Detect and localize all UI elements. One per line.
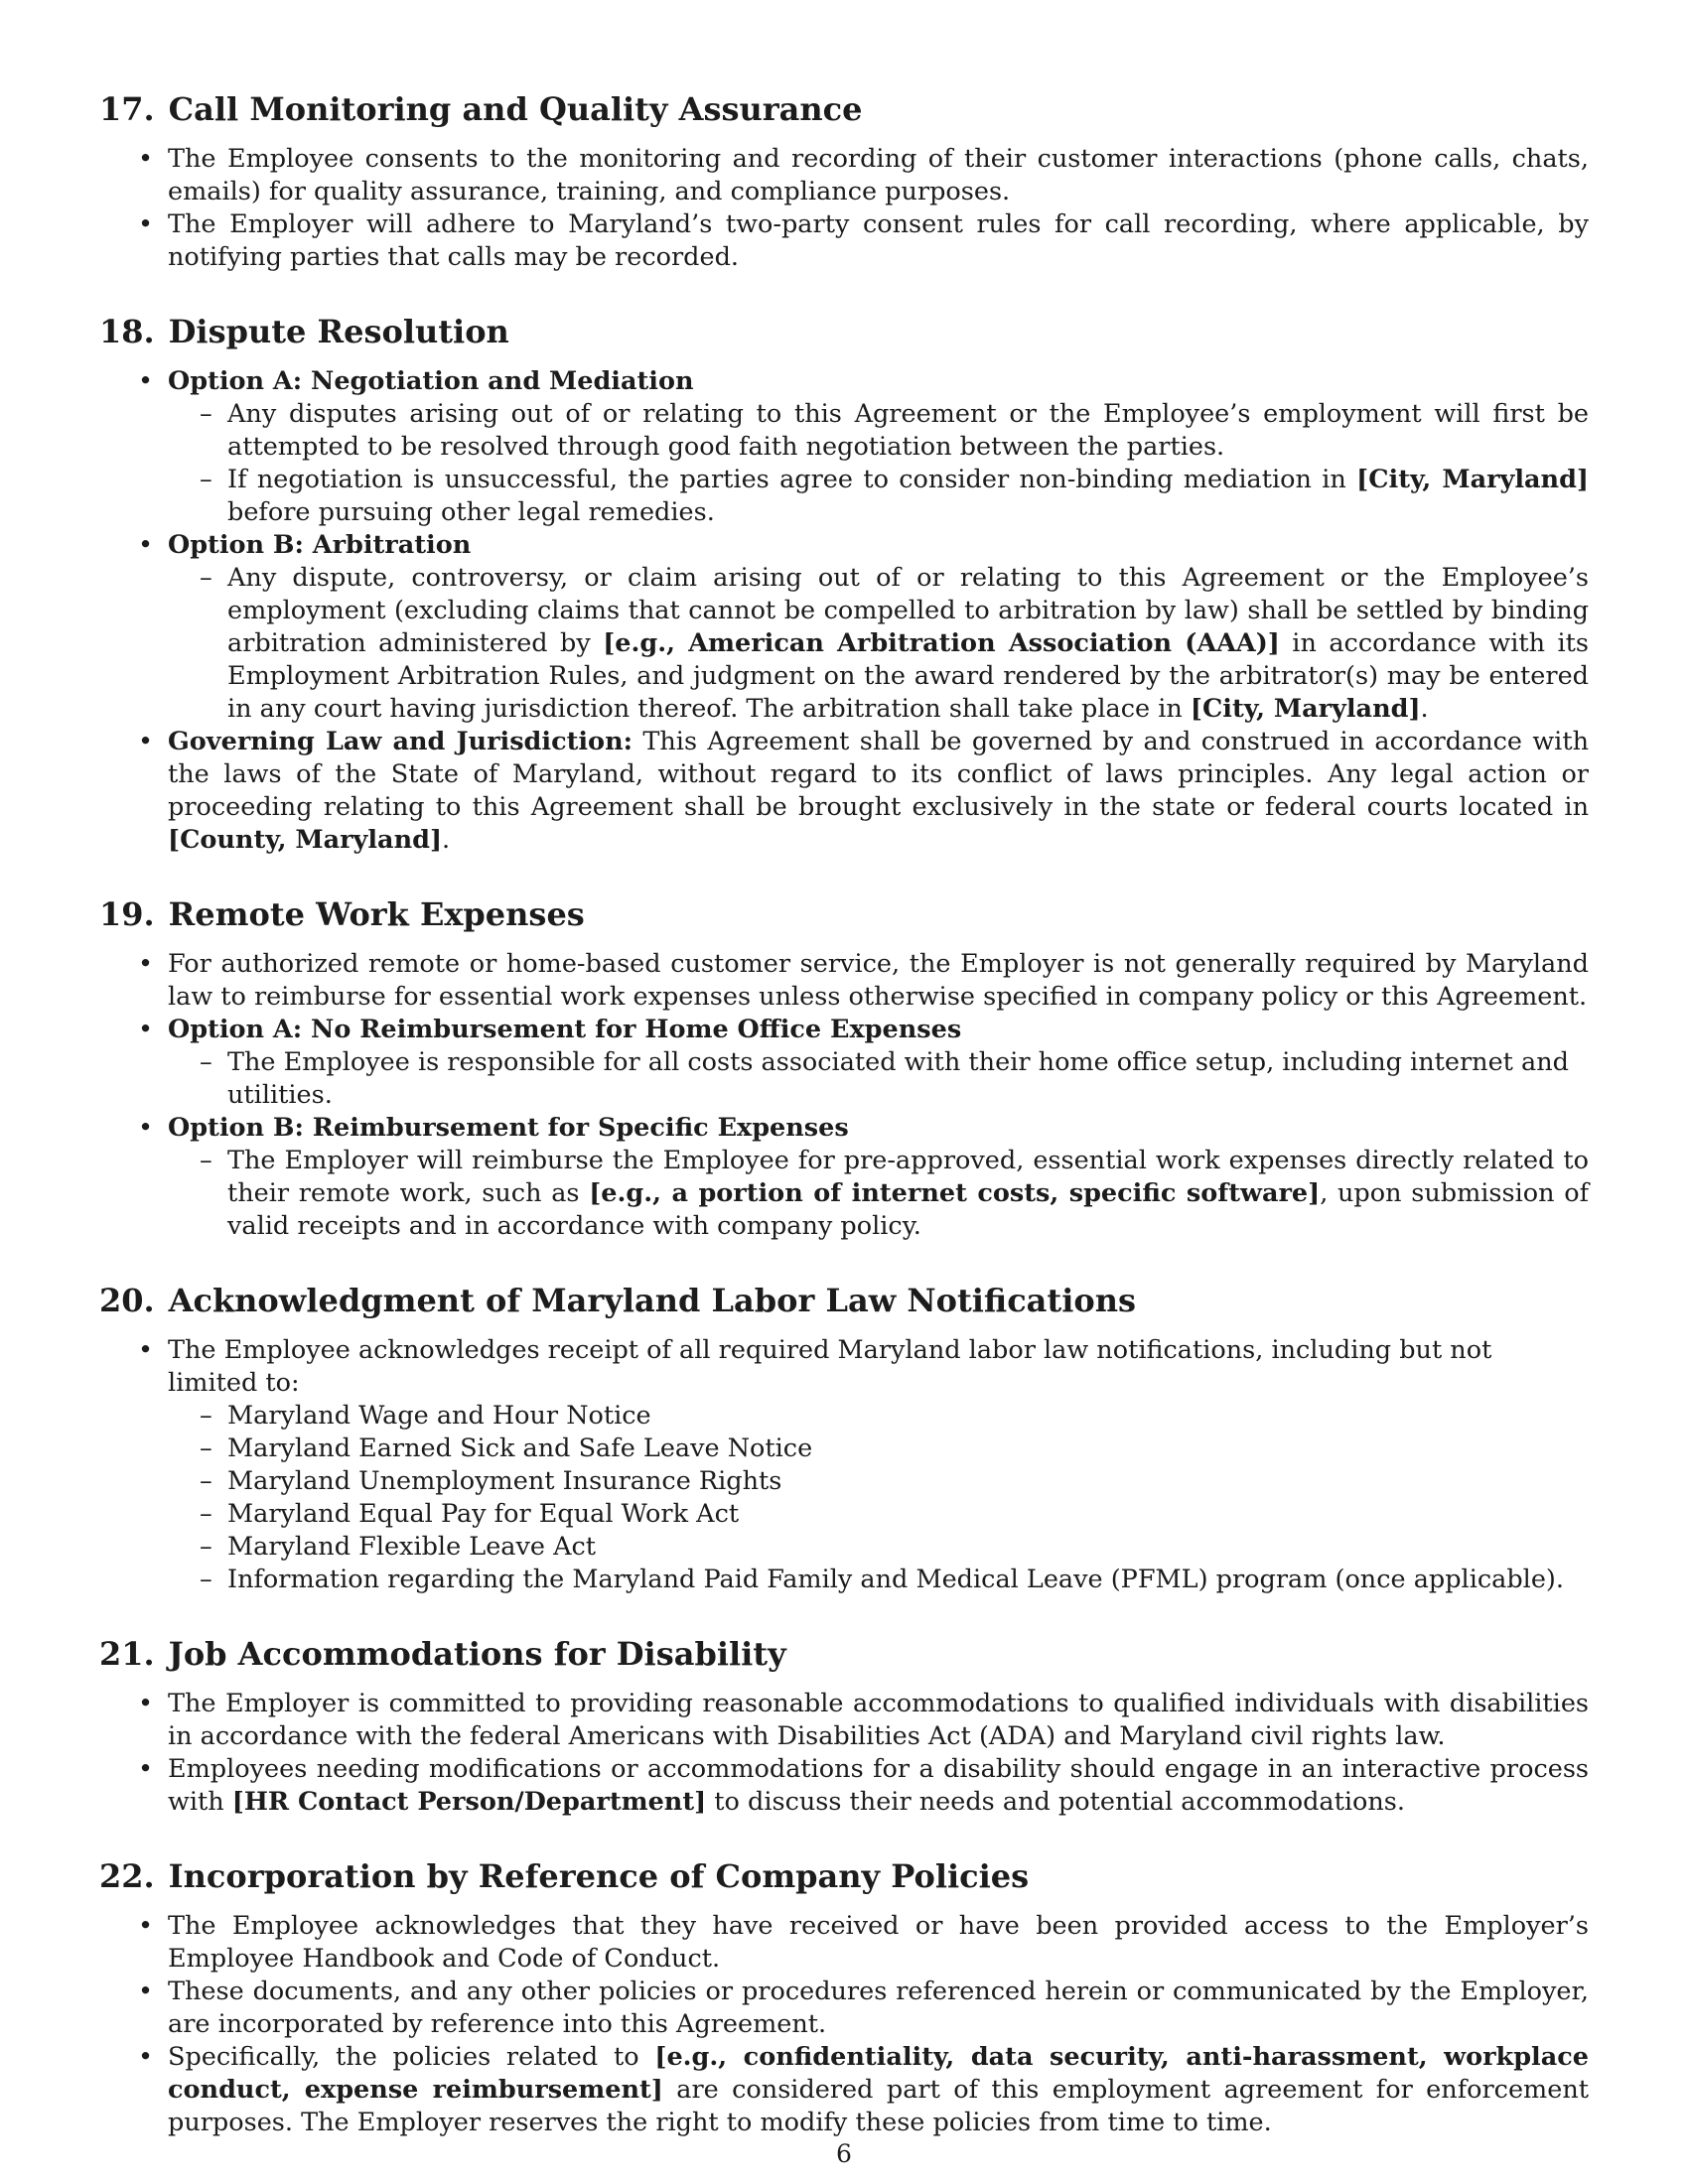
sub-list (168, 1145, 1589, 1243)
sub-list-item: – Maryland Unemployment Insurance Rights (227, 1465, 1589, 1498)
list-item (168, 726, 1589, 857)
section-21 (99, 1634, 1589, 1819)
section-number: 17. (99, 90, 155, 128)
section-title: Call Monitoring and Quality Assurance (168, 90, 863, 128)
list-item: • The Employer is committed to providing reasonable accommodations to qualified individuals with disabilities in accordance with the federal Americans with Disabilities Act (ADA) and Maryland civil rights law. (168, 1688, 1589, 1753)
section-number: 19. (99, 895, 155, 933)
section-title: Acknowledgment of Maryland Labor Law Notifications (168, 1282, 1136, 1319)
list-item (168, 1112, 1589, 1243)
sub-list (168, 1046, 1589, 1112)
sub-list-item: – Information regarding the Maryland Paid Family and Medical Leave (PFML) program (once applicable). (227, 1564, 1589, 1596)
section-heading (99, 1634, 1589, 1674)
list-item (168, 1753, 1589, 1819)
text-run: Any dispute, controversy, or claim arising out of or relating to this Agreement or the Employee’s employment (excluding claims that cannot be compelled to arbitration by law) shall be settled by binding arbitration administered by (227, 563, 1589, 658)
text-run: This Agreement shall be governed by and construed in accordance with the laws of the State of Maryland, without regard to its conflict of laws principles. Any legal action or proceeding relating to this Agreement shall be brought exclusively in the state or federal courts located in (168, 727, 1590, 822)
section-heading (99, 89, 1589, 129)
option-label: Option B: Arbitration (168, 530, 472, 560)
list-item: • The Employee consents to the monitoring and recording of their customer interactions (phone calls, chats, emails) for quality assurance, training, and compliance purposes. (168, 143, 1589, 208)
sub-list (168, 1400, 1589, 1596)
placeholder-text: [e.g., confidentiality, data security, anti-harassment, workplace conduct, expense reimbursement] (168, 2042, 1589, 2105)
list-item: • These documents, and any other policies or procedures referenced herein or communicated by the Employer, are incorporated by reference into this Agreement. (168, 1976, 1589, 2041)
text-run: The Employer will reimburse the Employee for pre-approved, essential work expenses directly related to their remote work, such as (227, 1146, 1589, 1208)
sub-list-item: – Maryland Equal Pay for Equal Work Act (227, 1498, 1589, 1531)
option-label: Option B: Reimbursement for Specific Expenses (168, 1113, 849, 1143)
sub-list (168, 398, 1589, 529)
section-number: 20. (99, 1282, 155, 1319)
placeholder-text: [City, Maryland] (1190, 694, 1421, 724)
section-title: Dispute Resolution (168, 313, 509, 350)
bullet-list (99, 1334, 1589, 1596)
option-label: Option A: No Reimbursement for Home Office Expenses (168, 1015, 962, 1044)
list-item (168, 2041, 1589, 2139)
placeholder-text: [County, Maryland] (168, 825, 443, 855)
text-run: The Employee acknowledges receipt of all required Maryland labor law notifications, including but not limited to: (168, 1335, 1492, 1398)
text-run: Specifically, the policies related to (168, 2042, 655, 2072)
bullet-list (99, 365, 1589, 857)
list-item: • For authorized remote or home-based customer service, the Employer is not generally required by Maryland law to reimburse for essential work expenses unless otherwise specified in company policy or this Agreement. (168, 948, 1589, 1014)
text-run: in accordance with its Employment Arbitration Rules, and judgment on the award rendered by the arbitrator(s) may be entered in any court having jurisdiction thereof. The arbitration shall take place in (227, 628, 1589, 724)
section-heading (99, 1856, 1589, 1896)
section-22 (99, 1856, 1589, 2139)
placeholder-text: [e.g., American Arbitration Association (AAA)] (603, 628, 1280, 658)
section-heading (99, 894, 1589, 934)
placeholder-text: [HR Contact Person/Department] (231, 1787, 707, 1817)
document-body (99, 89, 1589, 2177)
section-heading (99, 312, 1589, 351)
section-20 (99, 1281, 1589, 1596)
sub-list-item: – Maryland Flexible Leave Act (227, 1531, 1589, 1564)
list-item (168, 1334, 1589, 1596)
sub-list-item (227, 1145, 1589, 1243)
bullet-list (99, 143, 1589, 274)
section-title: Incorporation by Reference of Company Policies (168, 1857, 1030, 1895)
text-run: If negotiation is unsuccessful, the parties agree to consider non-binding mediation in (227, 465, 1357, 494)
text-run: . (442, 825, 451, 855)
item-label: Governing Law and Jurisdiction: (168, 727, 633, 756)
bullet-list (99, 1688, 1589, 1819)
section-title: Remote Work Expenses (168, 895, 585, 933)
sub-list-item: – Maryland Earned Sick and Safe Leave Notice (227, 1433, 1589, 1465)
text-run: . (1420, 694, 1429, 724)
sub-list (168, 562, 1589, 726)
sub-list-item (227, 562, 1589, 726)
list-item (168, 365, 1589, 529)
section-17 (99, 89, 1589, 274)
section-18 (99, 312, 1589, 857)
list-item (168, 529, 1589, 726)
placeholder-text: [City, Maryland] (1356, 465, 1589, 494)
section-number: 21. (99, 1635, 155, 1673)
text-run: to discuss their needs and potential accommodations. (706, 1787, 1405, 1817)
list-item: • The Employer will adhere to Maryland’s two-party consent rules for call recording, where applicable, by notifying parties that calls may be recorded. (168, 208, 1589, 274)
text-run: are considered part of this employment agreement for enforcement purposes. The Employer reserves the right to modify these policies from time to time. (168, 2075, 1589, 2137)
option-label: Option A: Negotiation and Mediation (168, 366, 694, 396)
section-heading (99, 1281, 1589, 1320)
list-item: • The Employee acknowledges that they have received or have been provided access to the Employer’s Employee Handbook and Code of Conduct. (168, 1910, 1589, 1976)
bullet-list (99, 948, 1589, 1243)
list-item (168, 1014, 1589, 1112)
section-19 (99, 894, 1589, 1243)
section-number: 22. (99, 1857, 155, 1895)
bullet-list (99, 1910, 1589, 2139)
placeholder-text: [e.g., a portion of internet costs, specific software] (589, 1178, 1321, 1208)
sub-list-item: – Maryland Wage and Hour Notice (227, 1400, 1589, 1433)
text-run: Employees needing modifications or accommodations for a disability should engage in an interactive process with (168, 1754, 1589, 1817)
sub-list-item: – Any disputes arising out of or relating to this Agreement or the Employee’s employment will first be attempted to be resolved through good faith negotiation between the parties. (227, 398, 1589, 464)
sub-list-item: – The Employee is responsible for all costs associated with their home office setup, including internet and utilities. (227, 1046, 1589, 1112)
section-title: Job Accommodations for Disability (168, 1635, 786, 1673)
section-number: 18. (99, 313, 155, 350)
sub-list-item (227, 464, 1589, 529)
page-number: 6 (836, 2139, 852, 2168)
text-run: before pursuing other legal remedies. (227, 497, 715, 527)
text-run: , upon submission of valid receipts and in accordance with company policy. (227, 1178, 1590, 1241)
